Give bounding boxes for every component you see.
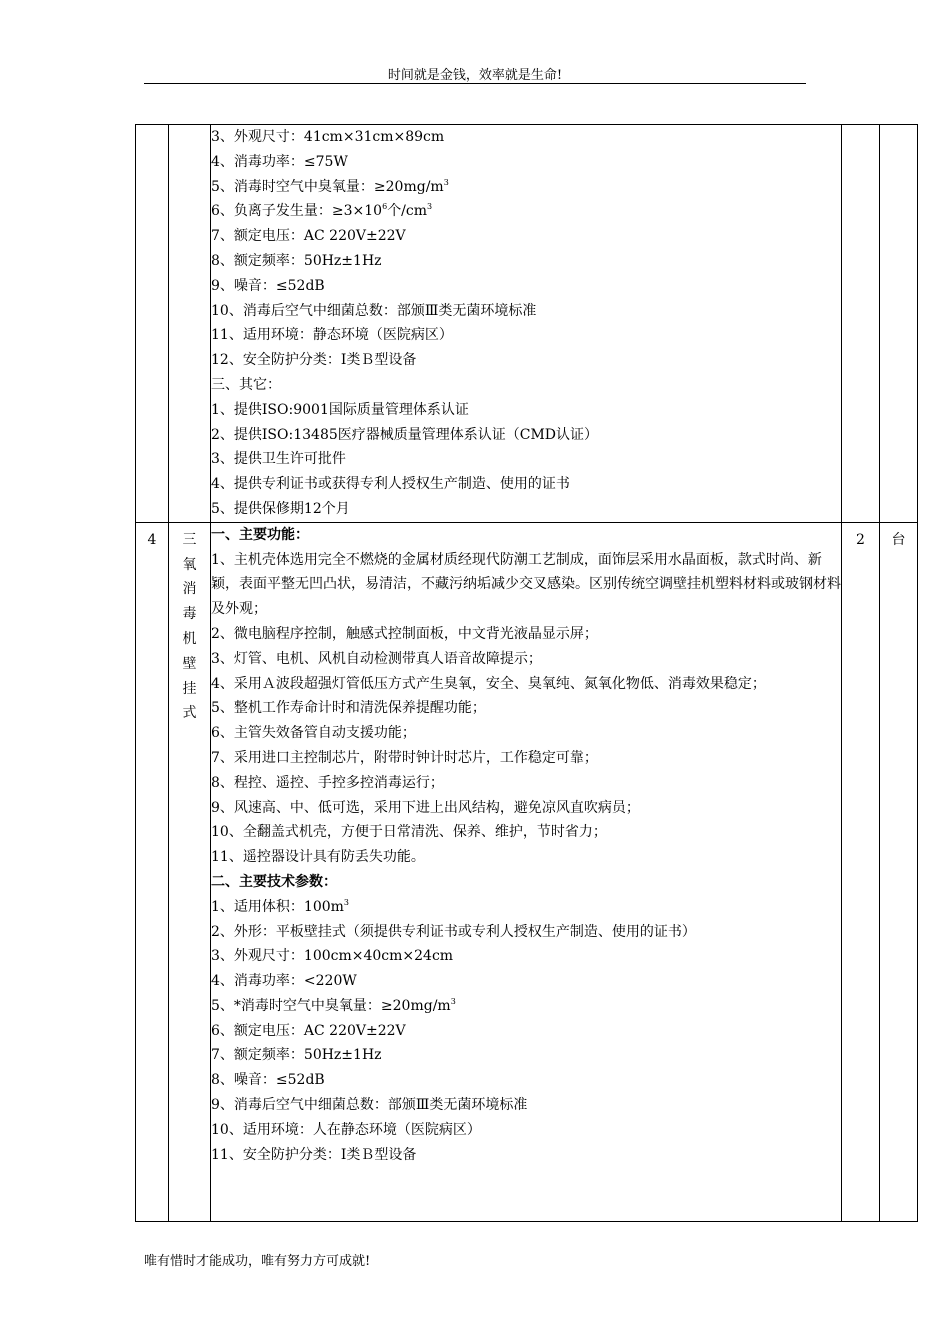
name-cell-empty [169,125,211,523]
spec-line: 5、消毒时空气中臭氧量：$\ge 20mg/m^3$ [211,177,449,195]
function-line: 1、主机壳体选用完全不燃烧的金属材质经现代防潮工艺制成，面饰层采用水晶面板，款式时尚、新颖，表面平整无凹凸状，易清洁，不藏污纳垢减少交叉感染。区别传统空调壁挂机塑料材料或玻钢材料及外观； [211,551,841,618]
spec-cell-prev [211,125,842,523]
function-line: 7、采用进口主控制芯片，附带时钟计时芯片，工作稳定可靠； [211,749,598,766]
spec-line: 4、消毒功率：≤75W [211,153,348,170]
table-row-4 [136,522,918,1221]
param-line: 3、外观尺寸：100cm×40cm×24cm [211,948,454,965]
function-line: 5、整机工作寿命计时和清洗保养提醒功能； [211,700,486,717]
spec-cell [211,522,842,1221]
quantity: 2 [856,531,865,548]
unit-cell-empty [880,125,918,523]
section-heading: 一、主要功能： [211,526,309,543]
function-line: 10、全翻盖式机壳，方便于日常清洗、保养、维护，节时省力； [211,824,607,841]
param-line: 8、噪音：≤52dB [211,1072,325,1089]
section-heading: 二、主要技术参数： [211,873,337,890]
index-cell [136,522,169,1221]
page-header: 时间就是金钱，效率就是生命! [387,68,563,83]
function-line: 11、遥控器设计具有防丢失功能。 [211,849,425,866]
name-cell [169,522,211,1221]
spec-line: 12、安全防护分类：Ⅰ类Ｂ型设备 [211,352,417,369]
row-index: 4 [147,531,157,548]
function-line: 2、微电脑程序控制，触感式控制面板，中文背光液晶显示屏； [211,625,598,642]
function-line: 6、主管失效备管自动支援功能； [211,725,416,742]
unit: 台 [891,531,906,548]
product-name: 三 氧 消 毒 机 壁 挂 式 [182,531,197,722]
spec-line: 10、消毒后空气中细菌总数：部颁Ⅲ类无菌环境标准 [211,302,537,319]
index-cell-empty [136,125,169,523]
spec-line: 8、额定频率：50Hz±1Hz [211,252,382,269]
spec-line: 5、提供保修期12个月 [211,500,350,517]
spec-line: 9、噪音：≤52dB [211,277,325,294]
spec-table [135,124,918,1222]
param-line: 1、适用体积：$100m^3$ [211,897,349,915]
param-line: 7、额定频率：50Hz±1Hz [211,1047,382,1064]
spec-line: 3、提供卫生许可批件 [211,451,346,468]
param-line: 2、外形：平板壁挂式（须提供专利证书或专利人授权生产制造、使用的证书） [211,923,696,940]
spec-line: 11、适用环境：静态环境（医院病区） [211,327,453,344]
header-rule [144,83,806,84]
spec-line: 4、提供专利证书或获得专利人授权生产制造、使用的证书 [211,476,570,493]
spec-line: 6、负离子发生量：$\ge 3\times 10^6$个$/cm^3$ [211,202,433,220]
unit-cell [880,522,918,1221]
function-line: 8、程控、遥控、手控多控消毒运行； [211,774,444,791]
function-line: 4、采用Ａ波段超强灯管低压方式产生臭氧，安全、臭氧纯、氮氧化物低、消毒效果稳定； [211,675,766,692]
qty-cell [842,522,880,1221]
spec-line: 7、额定电压：AC 220V±22V [211,228,406,245]
table-row-prev [136,125,918,523]
param-line: 10、适用环境：人在静态环境（医院病区） [211,1121,481,1138]
param-line: 6、额定电压：AC 220V±22V [211,1022,406,1039]
param-line: 9、消毒后空气中细菌总数：部颁Ⅲ类无菌环境标准 [211,1097,528,1114]
spec-line: 1、提供ISO:9001国际质量管理体系认证 [211,401,469,418]
spec-line: 3、外观尺寸：41cm×31cm×89cm [211,129,445,145]
param-line: 5、*消毒时空气中臭氧量：$\ge 20mg/m^3$ [211,996,456,1014]
page-footer: 唯有惜时才能成功，唯有努力方可成就! [144,1254,371,1269]
spec-line: 三、其它： [211,376,281,393]
spec-line: 2、提供ISO:13485医疗器械质量管理体系认证（CMD认证） [211,426,599,443]
qty-cell-empty [842,125,880,523]
function-line: 3、灯管、电机、风机自动检测带真人语音故障提示； [211,650,542,667]
function-line: 9、风速高、中、低可选，采用下进上出风结构，避免凉风直吹病员； [211,799,640,816]
param-line: 11、安全防护分类：Ⅰ类Ｂ型设备 [211,1146,417,1163]
param-line: 4、消毒功率：<220W [211,973,357,990]
